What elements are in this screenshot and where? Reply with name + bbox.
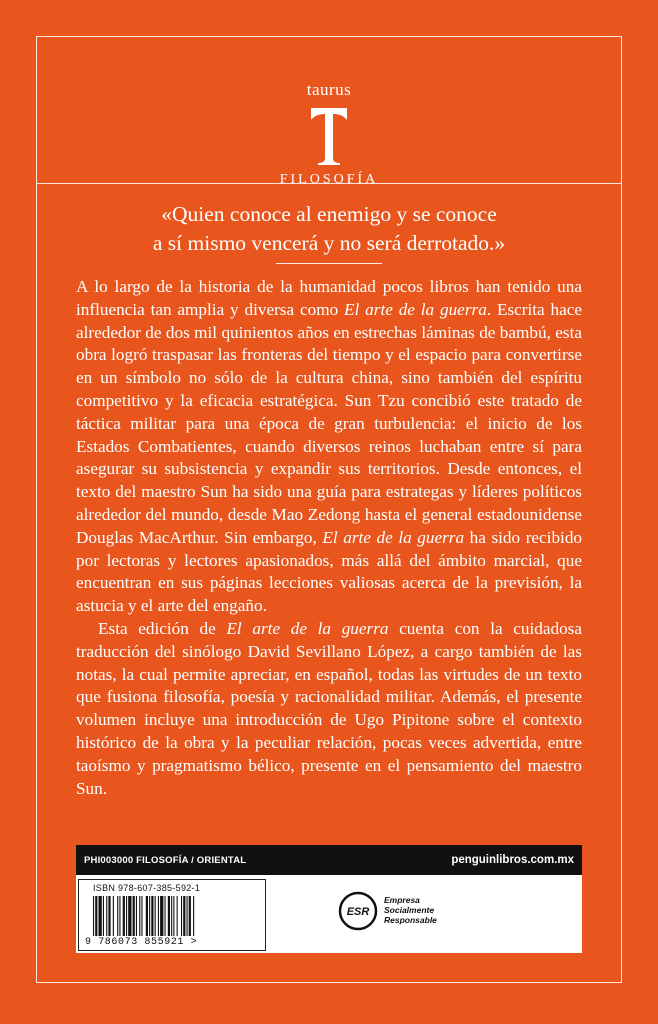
barcode-bar — [123, 896, 125, 936]
taurus-logo-icon — [309, 106, 349, 166]
barcode-bar — [189, 896, 191, 936]
barcode-bar — [187, 896, 188, 936]
barcode-bar — [146, 896, 148, 936]
barcode-bar — [126, 896, 127, 936]
barcode-bar — [113, 896, 114, 936]
brand-name: taurus — [306, 80, 352, 99]
legal-bar — [76, 845, 582, 875]
barcode-bar — [95, 896, 97, 936]
barcode-bar — [128, 896, 131, 936]
book-title: El arte de la guerra — [344, 299, 487, 319]
barcode-icon — [93, 896, 255, 936]
barcode-bar — [103, 896, 104, 936]
isbn-label: ISBN 978-607-385-592-1 — [93, 883, 201, 893]
esr-badge — [338, 891, 578, 935]
barcode-bar — [151, 896, 153, 936]
barcode-bar — [165, 896, 166, 936]
barcode-bar — [171, 896, 172, 936]
isbn-box — [78, 879, 266, 951]
esr-label: Empresa Socialmente Responsable — [384, 895, 437, 925]
barcode-bar — [149, 896, 150, 936]
barcode-bar — [155, 896, 156, 936]
esr-logo-icon — [338, 891, 378, 931]
barcode-number: 9 786073 855921 > — [85, 937, 198, 948]
barcode-bar — [93, 896, 94, 936]
barcode-bar — [168, 896, 170, 936]
quote-line-1: «Quien conoce al enemigo y se conoce — [161, 202, 497, 226]
barcode-bar — [141, 896, 142, 936]
synopsis — [76, 276, 582, 800]
barcode-bar — [181, 896, 182, 936]
esr-logo-text: ESR — [346, 906, 370, 918]
book-title: El arte de la guerra — [226, 618, 389, 638]
barcode-bar — [117, 896, 118, 936]
barcode-bar — [193, 896, 194, 936]
category-label: FILOSOFÍA — [279, 172, 379, 187]
barcode-bar — [160, 896, 163, 936]
quote-line-2: a sí mismo vencerá y no será derrotado.» — [152, 231, 506, 255]
barcode-bar — [99, 896, 102, 936]
barcode-bar — [106, 896, 107, 936]
barcode-bar — [183, 896, 185, 936]
quote-divider — [276, 263, 382, 264]
publisher-url[interactable]: penguinlibros.com.mx — [451, 854, 574, 866]
legal-block — [76, 845, 582, 953]
synopsis-paragraph-1: A lo largo de la historia de la humanidad pocos libros han tenido una influencia tan amplia y diversa como El arte de la guerra. Escrita hace alrededor de dos mil quinientos años en estrechas láminas de bambú, esta obra logró traspasar las fronteras del tiempo y el espacio para convertirse en un símbolo no sólo de la cultura china, sino también del espíritu competitivo y la eficacia estratégica. Sun Tzu concibió este tratado de táctica militar para una época de gran turbulencia: el inicio de los Estados Combatientes, cuando diversos reinos luchaban entre sí para asegurar su subsistencia y expandir sus territorios. Desde entonces, el texto del maestro Sun ha sido una guía para estrategas y líderes políticos alrededor del mundo, desde Mao Zedong hasta el general estadounidense Douglas MacArthur. Sin embargo, El arte de la guerra ha sido recibido por lectoras y lectores apasionados, más allá del ámbito marcial, que encuentran en sus páginas lecciones valiosas acerca de la previsión, la astucia y el arte del engaño. — [76, 277, 583, 616]
synopsis-paragraph-2: Esta edición de El arte de la guerra cuenta con la cuidadosa traducción del sinólogo David Sevillano López, a cargo también de las notas, la cual permite apreciar, en español, todas las virtudes de un texto que fusiona filosofía, poesía y racionalidad militar. Además, el presente volumen incluye una introducción de Ugo Pipitone sobre el contexto histórico de la obra y la peculiar relación, pocas veces advertida, entre taoísmo y pragmatismo bélico, presente en el pensamiento del maestro Sun. — [76, 618, 583, 798]
barcode-bar — [139, 896, 140, 936]
barcode-bar — [119, 896, 120, 936]
barcode-bar — [108, 896, 110, 936]
pull-quote — [60, 200, 598, 258]
bisac-code: PHI003000 FILOSOFÍA / ORIENTAL — [84, 854, 247, 866]
header — [36, 36, 622, 187]
barcode-bar — [173, 896, 174, 936]
barcode-bar — [136, 896, 137, 936]
book-title: El arte de la guerra — [322, 527, 465, 547]
barcode-bar — [158, 896, 159, 936]
barcode-bar — [177, 896, 178, 936]
barcode-bar — [133, 896, 135, 936]
